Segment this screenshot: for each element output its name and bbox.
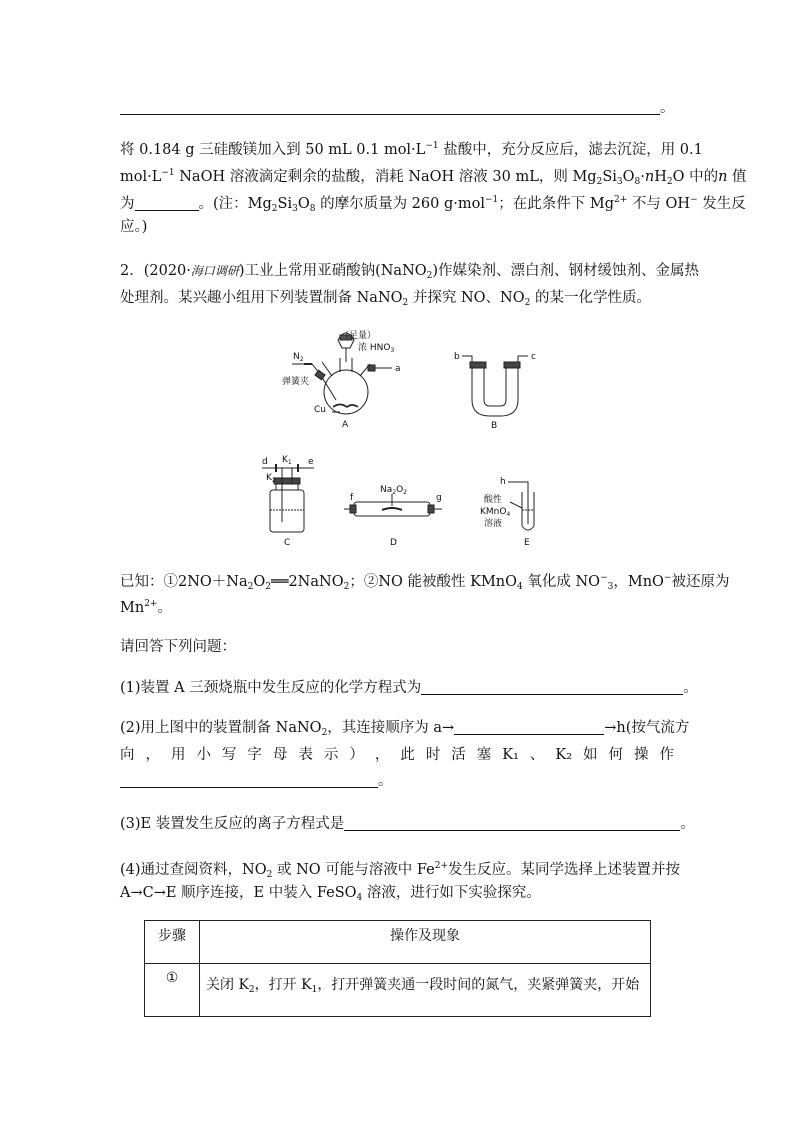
svg-text:Na2O2: $Na_2O_2$ — [380, 485, 407, 496]
table-header-row — [145, 921, 651, 964]
source-note: 海口调研 — [190, 264, 239, 278]
table-header: 步骤 — [145, 921, 200, 964]
step-number: ① — [145, 964, 200, 1017]
q1-line-2: 将 0.184 g 三硅酸镁加入到 50 mL 0.1 $mol\cdot L^{-1}$ 盐酸中，充分反应后，滤去沉淀，用 0.1 — [120, 141, 703, 158]
svg-text:E: E — [524, 538, 530, 548]
blank — [344, 814, 680, 831]
blank — [421, 678, 683, 695]
svg-text:C: C — [284, 538, 291, 548]
apparatus-b — [462, 356, 528, 416]
table-row — [145, 964, 651, 1017]
blank — [120, 771, 378, 788]
sub-question-2: (2)用上图中的装置制备 NaNO$_2$，其连接顺序为 a→ →h(按气流方 — [120, 720, 690, 738]
table-header: 操作及现象 — [200, 921, 651, 964]
svg-text:K1: $K_1$ — [282, 455, 292, 466]
svg-text:Cu: Cu — [314, 405, 326, 415]
svg-text:f: f — [350, 493, 354, 503]
q2-intro: 2．(2020·海口调研)工业上常用亚硝酸钠(NaNO$_2$)作媒染剂、漂白剂、钢材缓蚀剂、金属热 — [120, 263, 700, 281]
svg-text:B: B — [491, 421, 498, 431]
svg-text:N2: $N_2$ — [293, 352, 304, 363]
order-blank — [454, 718, 604, 735]
svg-text:（足量）: （足量） — [340, 331, 377, 341]
svg-text:浓 HNO3: 浓 $HNO_3$ — [358, 343, 395, 354]
known-info-line-2: $Mn^{2+}$。 — [120, 599, 172, 616]
q1-line-3: $mol\cdot L^{-1}$ NaOH 溶液滴定剩余的盐酸，消耗 NaOH 溶液 30 mL，则 $Mg_2Si_3O_8\cdot nH_2O$ 中的n 值 — [120, 168, 747, 187]
q1-line-5: 应。) — [120, 219, 148, 235]
experiment-table — [144, 920, 651, 1017]
svg-text:A: A — [342, 420, 349, 430]
q2-intro-line-2: 处理剂。某兴趣小组用下列装置制备 NaNO$_2$ 并探究 NO、$NO_2$ 的某一化学性质。 — [120, 290, 651, 308]
svg-text:酸性: 酸性 — [484, 495, 503, 505]
svg-text:弹簧夹: 弹簧夹 — [282, 377, 310, 387]
period: 。 — [660, 100, 675, 116]
svg-text:c: c — [531, 352, 536, 362]
sub-question-2-line-3: 。 — [120, 771, 393, 791]
answer-prompt: 请回答下列问题： — [120, 639, 236, 655]
sub-question-4-line-2: A→C→E 顺序连接，E 中装入 FeSO$_4$ 溶液，进行如下实验探究。 — [120, 885, 541, 903]
known-info: 已知：$①2NO+Na_2O_2══2NaNO_2$；②NO 能被酸性 KMnO$_4$ 氧化成 $NO^-_3$，MnO−被还原为 — [120, 573, 730, 592]
apparatus-e — [508, 482, 534, 530]
svg-text:K2: $K_2$ — [266, 473, 276, 484]
svg-text:e: e — [308, 457, 314, 467]
q1-line-4: 为 。(注：$Mg_2Si_3O_8$ 的摩尔质量为 260 g·mol$^{-1}$；在此条件下 $Mg^{2+}$ 不与 OH− 发生反 — [120, 195, 746, 214]
svg-text:a: a — [395, 364, 401, 374]
apparatus-d — [344, 494, 442, 516]
svg-text:KMnO4: KMnO$_4$ — [480, 507, 511, 518]
sub-question-2-line-2: 向 ， 用 小 写 字 母 表 示 ） ， 此 时 活 塞 K₁ 、 K₂ 如 何 操 作 — [120, 747, 674, 763]
step-description: 关闭 $K_2$，打开 $K_1$，打开弹簧夹通一段时间的氮气，夹紧弹簧夹，开始 — [200, 964, 651, 1017]
sub-question-4: (4)通过查阅资料，$NO_2$ 或 NO 可能与溶液中 $Fe^{2+}$发生反应。某同学选择上述装置并按 — [120, 861, 681, 880]
sub-question-3: (3)E 装置发生反应的离子方程式是 。 — [120, 816, 695, 832]
svg-text:b: b — [454, 352, 460, 362]
svg-text:h: h — [500, 477, 506, 487]
svg-text:D: D — [390, 538, 397, 548]
sub-question-1: (1)装置 A 三颈烧瓶中发生反应的化学方程式为 。 — [120, 680, 698, 696]
svg-text:g: g — [436, 493, 442, 503]
svg-text:d: d — [262, 457, 268, 467]
svg-text:溶液: 溶液 — [484, 519, 503, 529]
